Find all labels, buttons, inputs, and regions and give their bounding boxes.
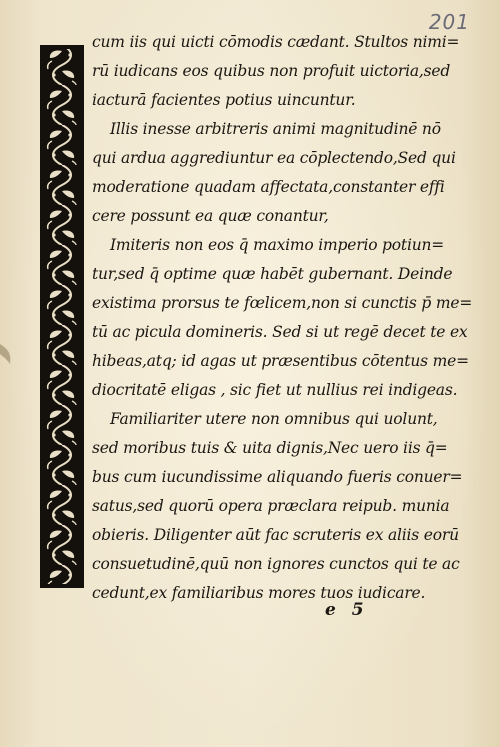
ornamental-border-icon — [40, 45, 84, 588]
paragraph-start-line: Illis inesse arbitreris animi magnitudinē nō — [110, 120, 441, 138]
text-line: tur,sed q̄ optime quæ habēt gubernant. Deinde — [92, 265, 453, 283]
text-line: qui ardua aggrediuntur ea cōplectendo,Sed qui — [92, 149, 456, 167]
text-line: moderatione quadam affectata,constanter effi — [92, 178, 445, 196]
paragraph-start-line: Familiariter utere non omnibus qui uolunt, — [110, 410, 438, 428]
text-line: existima prorsus te fœlicem,non si cunctis p̄ me= — [92, 294, 473, 312]
folio-number: 201 — [428, 10, 470, 34]
text-line: sed moribus tuis & uita dignis,Nec uero iis q̄= — [92, 439, 448, 457]
paragraph-start-line: Imiteris non eos q̄ maximo imperio potiun= — [110, 236, 445, 254]
text-line: bus cum iucundissime aliquando fueris conuer= — [92, 468, 463, 486]
text-line: satus,sed quorū opera præclara reipub. munia — [92, 497, 450, 515]
page-edge-smudge — [0, 340, 16, 366]
text-line: hibeas,atq; id agas ut præsentibus cōtentus me= — [92, 352, 469, 370]
text-line: cedunt,ex familiaribus mores tuos iudicare. — [92, 584, 426, 602]
signature-mark: e 5 — [325, 600, 369, 620]
text-line: consuetudinē,quū non ignores cunctos qui te ac — [92, 555, 460, 573]
text-line: diocritatē eligas , sic fiet ut nullius rei indigeas. — [92, 381, 458, 399]
text-line: obieris. Diligenter aūt fac scruteris ex aliis eorū — [92, 526, 459, 544]
text-line: cum iis qui uicti cōmodis cædant. Stultos nimi= — [92, 33, 460, 51]
text-line: iacturā facientes potius uincuntur. — [92, 91, 356, 109]
text-line: rū iudicans eos quibus non profuit uictoria,sed — [92, 62, 451, 80]
text-line: cere possunt ea quæ conantur, — [92, 207, 329, 225]
text-line: tū ac picula domineris. Sed si ut regē decet te ex — [92, 323, 468, 341]
